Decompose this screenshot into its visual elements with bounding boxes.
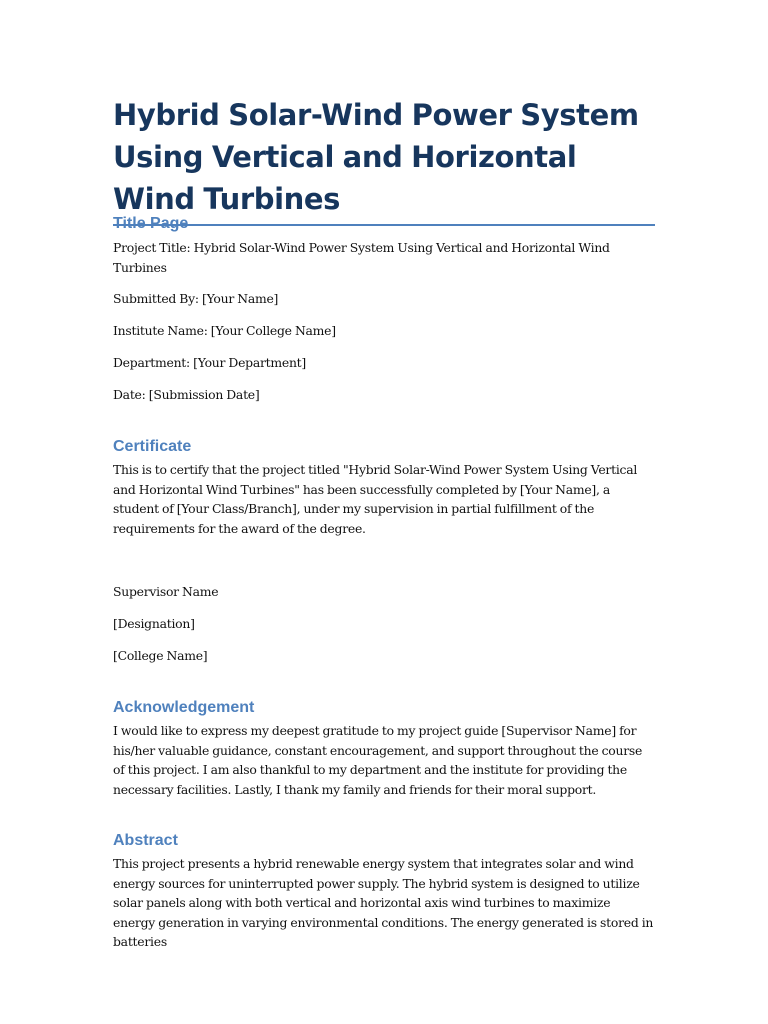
college-name-line: [College Name]	[113, 648, 208, 663]
title-underline	[113, 224, 655, 226]
department-line: Department: [Your Department]	[113, 355, 306, 370]
date-line: Date: [Submission Date]	[113, 387, 260, 402]
document-page	[113, 94, 655, 949]
certificate-body: This is to certify that the project titled "Hybrid Solar-Wind Power System Using Vertical and Horizontal Wind Turbines" has been successfully completed by [Your Name], a student of [Your Class/Branch], under my supervision in partial fulfillment of the requirements for the award of the degree.	[113, 462, 638, 536]
institute-line: Institute Name: [Your College Name]	[113, 323, 336, 338]
section-heading-certificate: Certificate	[113, 438, 192, 455]
project-title-line: Project Title: Hybrid Solar-Wind Power System Using Vertical and Horizontal Wind Turbines	[113, 240, 610, 275]
document-title: Hybrid Solar-Wind Power System Using Vertical and Horizontal Wind Turbines	[113, 98, 639, 216]
supervisor-name-line: Supervisor Name	[113, 584, 219, 599]
section-heading-acknowledgement: Acknowledgement	[113, 699, 255, 716]
section-heading-abstract: Abstract	[113, 832, 178, 849]
section-heading-title-page: Title Page	[113, 215, 189, 232]
designation-line: [Designation]	[113, 616, 195, 631]
submitted-by-line: Submitted By: [Your Name]	[113, 291, 279, 306]
acknowledgement-body: I would like to express my deepest gratitude to my project guide [Supervisor Name] for his/her valuable guidance, constant encouragement, and support throughout the course of this project. I am also thankful to my department and the institute for providing the necessary facilities. Lastly, I thank my family and friends for their moral support.	[113, 723, 643, 797]
abstract-body: This project presents a hybrid renewable energy system that integrates solar and wind energy sources for uninterrupted power supply. The hybrid system is designed to utilize solar panels along with both vertical and horizontal axis wind turbines to maximize energy generation in varying environmental conditions. The energy generated is stored in batteries	[113, 856, 654, 949]
